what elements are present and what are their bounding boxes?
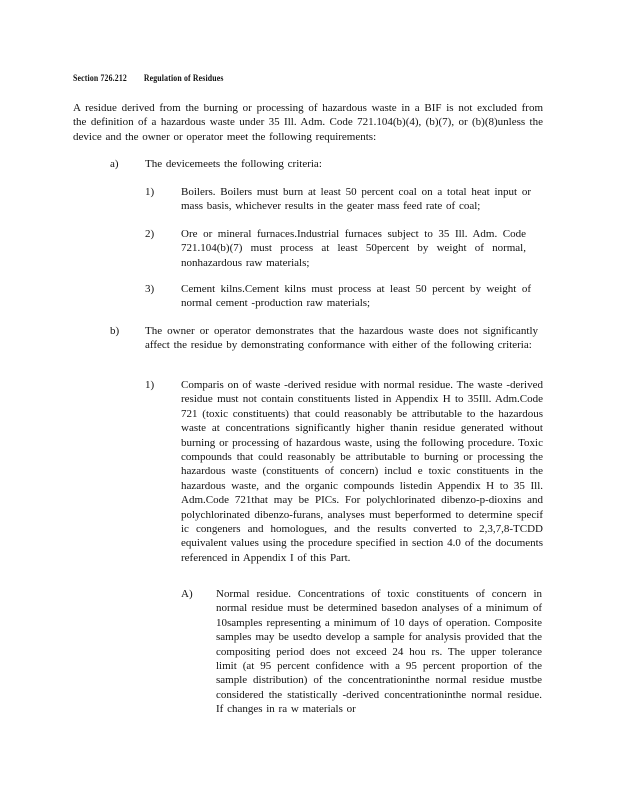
item-A-text: Normal residue. Concentrations of toxic constituents of concern in normal residue must be determined basedon analyses of a minimum of 10samples representing a minimum of 10 days of operation. Composite samples may be usedto develop a sample for analysis provided that the compositing period does not exceed 24 hou rs. The upper tolerance limit (at 95 percent confidence with a 95 percent proportion of the sample distribution) of the concentrationinthe normal residue mustbe considered the statistically -derived concentrationinthe normal residue. If changes in ra w materials or — [216, 588, 542, 716]
item-a1-label: 1) — [145, 186, 155, 198]
subsection-a-label: a) — [110, 158, 119, 170]
section-heading — [73, 74, 238, 84]
item-a3-text: Cement kilns.Cement kilns must process at least 50 percent by weight of normal cement -production raw materials; — [181, 283, 531, 310]
subsection-b-text: The owner or operator demonstrates that the hazardous waste does not significantly affect the residue by demonstrating conformance with either of the following criteria: — [145, 325, 538, 352]
section-title: Regulation of Residues — [143, 74, 224, 84]
item-a2-text: Ore or mineral furnaces.Industrial furnaces subject to 35 Ill. Adm. Code 721.104(b)(7) must process at least 50percent by weight of normal, nonhazardous raw materials; — [181, 228, 526, 269]
intro-paragraph: A residue derived from the burning or processing of hazardous waste in a BIF is not excluded from the definition of a hazardous waste under 35 Ill. Adm. Code 721.104(b)(4), (b)(7), or (b)(8)unless the device and the owner or operator meet the following requirements: — [73, 102, 543, 143]
item-a3-label: 3) — [145, 283, 155, 295]
subsection-b-label: b) — [110, 325, 120, 337]
section-number: Section 726.212 — [73, 74, 127, 84]
item-A-label: A) — [181, 588, 193, 600]
item-a1-text: Boilers. Boilers must burn at least 50 percent coal on a total heat input or mass basis, whichever results in the geater mass feed rate of coal; — [181, 186, 531, 213]
subsection-a-text: The devicemeets the following criteria: — [145, 158, 322, 170]
item-b1-text: Comparis on of waste -derived residue with normal residue. The waste -derived residue must not contain constituents listed in Appendix H to 35Ill. Adm.Code 721 (toxic constituents) that could reasonably be attributable to the hazardous waste at concentrations significantly higher thanin residue generated without burning or processing of hazardous waste, using the following procedure. Toxic compounds that could reasonably be attributable to burning or processing the hazardous waste (constituents of concern) includ e toxic constituents in the hazardous waste, and the organic compounds listedin Appendix H to 35 Ill. Adm.Code 721that may be PICs. For polychlorinated dibenzo-p-dioxins and polychlorinated dibenzo-furans, analyses must beperformed to determine specif ic congeners and homologues, and the results converted to 2,3,7,8-TCDD equivalent values using the procedure specified in section 4.0 of the documents referenced in Appendix I of this Part. — [181, 379, 543, 564]
item-b1-label: 1) — [145, 379, 155, 391]
item-a2-label: 2) — [145, 228, 155, 240]
